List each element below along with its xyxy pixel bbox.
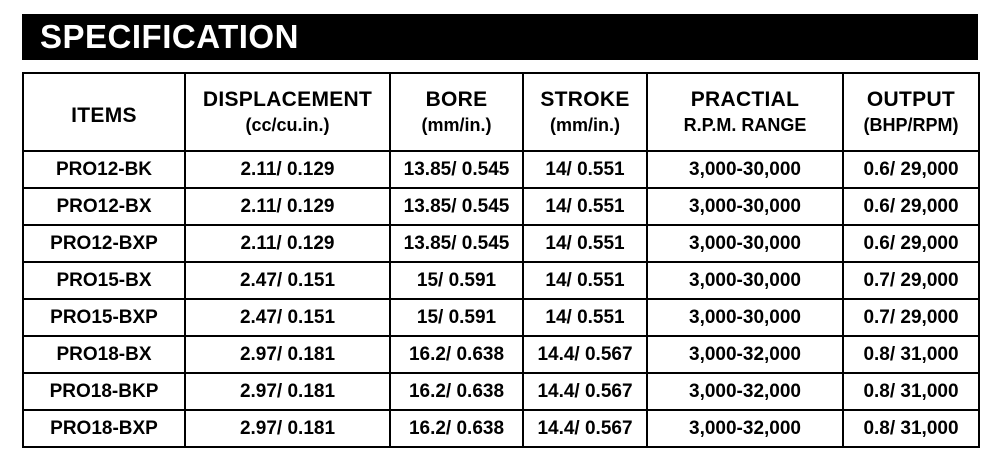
table-row (23, 151, 979, 188)
cell-rpm-range: 3,000-30,000 (647, 225, 843, 262)
cell-rpm-range: 3,000-30,000 (647, 151, 843, 188)
cell-bore: 16.2/ 0.638 (390, 373, 523, 410)
cell-displacement: 2.47/ 0.151 (185, 262, 390, 299)
cell-output: 0.6/ 29,000 (843, 151, 979, 188)
cell-stroke: 14.4/ 0.567 (523, 336, 647, 373)
cell-bore: 13.85/ 0.545 (390, 188, 523, 225)
column-header-output (843, 73, 979, 151)
cell-bore: 16.2/ 0.638 (390, 410, 523, 447)
cell-rpm-range: 3,000-32,000 (647, 336, 843, 373)
page-title-bar (22, 14, 978, 60)
cell-rpm-range: 3,000-30,000 (647, 188, 843, 225)
column-header-bore-main: BORE (425, 88, 488, 112)
table-row (23, 373, 979, 410)
specification-table (22, 72, 980, 448)
column-header-bore-sub: (mm/in.) (421, 115, 492, 136)
cell-displacement: 2.11/ 0.129 (185, 188, 390, 225)
column-header-stroke-main: STROKE (540, 88, 630, 112)
cell-stroke: 14/ 0.551 (523, 188, 647, 225)
cell-item: PRO15-BXP (23, 299, 185, 336)
column-header-rpm-range (647, 73, 843, 151)
cell-stroke: 14/ 0.551 (523, 225, 647, 262)
cell-rpm-range: 3,000-30,000 (647, 299, 843, 336)
cell-bore: 13.85/ 0.545 (390, 225, 523, 262)
column-header-bore (390, 73, 523, 151)
table-header (23, 73, 979, 151)
cell-output: 0.8/ 31,000 (843, 336, 979, 373)
table-row (23, 299, 979, 336)
column-header-stroke-sub: (mm/in.) (550, 115, 620, 136)
cell-item: PRO12-BXP (23, 225, 185, 262)
cell-output: 0.7/ 29,000 (843, 299, 979, 336)
cell-output: 0.7/ 29,000 (843, 262, 979, 299)
table-header-row (23, 73, 979, 151)
cell-displacement: 2.97/ 0.181 (185, 336, 390, 373)
column-header-items (23, 73, 185, 151)
column-header-output-sub: (BHP/RPM) (863, 115, 959, 136)
cell-bore: 13.85/ 0.545 (390, 151, 523, 188)
cell-stroke: 14/ 0.551 (523, 299, 647, 336)
column-header-items-main: ITEMS (71, 103, 137, 127)
cell-item: PRO12-BK (23, 151, 185, 188)
page-title: SPECIFICATION (40, 18, 299, 55)
cell-item: PRO18-BX (23, 336, 185, 373)
column-header-rpm-range-main: PRACTIAL (690, 88, 800, 112)
cell-displacement: 2.11/ 0.129 (185, 225, 390, 262)
column-header-displacement (185, 73, 390, 151)
table-row (23, 188, 979, 225)
table-row (23, 225, 979, 262)
column-header-displacement-main: DISPLACEMENT (202, 88, 373, 112)
column-header-rpm-range-sub: R.P.M. RANGE (683, 115, 807, 136)
cell-rpm-range: 3,000-32,000 (647, 410, 843, 447)
cell-item: PRO18-BKP (23, 373, 185, 410)
cell-item: PRO18-BXP (23, 410, 185, 447)
cell-stroke: 14.4/ 0.567 (523, 410, 647, 447)
cell-rpm-range: 3,000-30,000 (647, 262, 843, 299)
table-body (23, 151, 979, 447)
table-row (23, 410, 979, 447)
cell-bore: 16.2/ 0.638 (390, 336, 523, 373)
column-header-displacement-sub: (cc/cu.in.) (245, 115, 330, 136)
cell-output: 0.8/ 31,000 (843, 410, 979, 447)
cell-output: 0.6/ 29,000 (843, 225, 979, 262)
cell-stroke: 14/ 0.551 (523, 151, 647, 188)
cell-displacement: 2.97/ 0.181 (185, 410, 390, 447)
cell-output: 0.6/ 29,000 (843, 188, 979, 225)
cell-stroke: 14.4/ 0.567 (523, 373, 647, 410)
cell-displacement: 2.11/ 0.129 (185, 151, 390, 188)
column-header-output-main: OUTPUT (866, 88, 956, 112)
table-row (23, 336, 979, 373)
cell-item: PRO12-BX (23, 188, 185, 225)
cell-displacement: 2.97/ 0.181 (185, 373, 390, 410)
cell-bore: 15/ 0.591 (390, 262, 523, 299)
cell-stroke: 14/ 0.551 (523, 262, 647, 299)
cell-displacement: 2.47/ 0.151 (185, 299, 390, 336)
cell-output: 0.8/ 31,000 (843, 373, 979, 410)
cell-rpm-range: 3,000-32,000 (647, 373, 843, 410)
cell-item: PRO15-BX (23, 262, 185, 299)
cell-bore: 15/ 0.591 (390, 299, 523, 336)
column-header-stroke (523, 73, 647, 151)
table-row (23, 262, 979, 299)
